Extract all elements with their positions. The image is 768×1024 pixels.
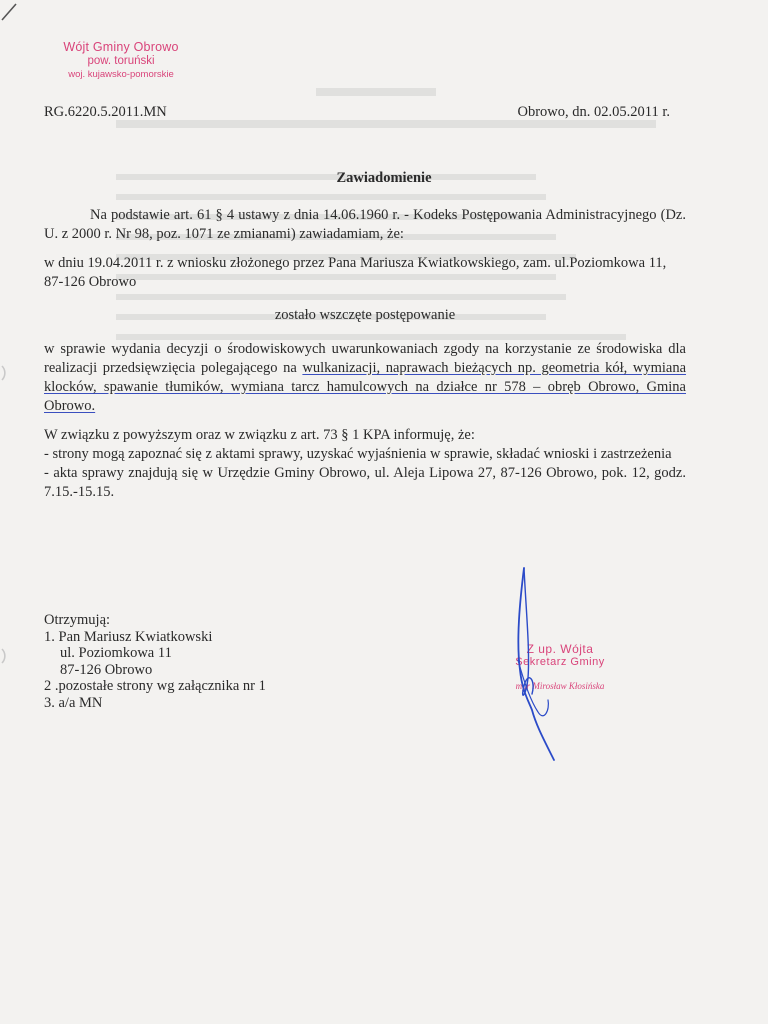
recipient-3: 3. a/a MN — [44, 694, 103, 711]
punch-hole — [0, 362, 22, 384]
handwritten-signature — [440, 560, 640, 770]
letter-date: Obrowo, dn. 02.05.2011 r. — [517, 104, 670, 120]
subject-underlined-text: wulkanizacji, naprawach bieżących np. geometria kół, wymiana klocków, spawanie tłumików, wymiana tarcz hamulcowych na działce nr 578 – obręb Obrowo, Gmina Obrowo. — [44, 360, 687, 414]
recipient-1-city: 87-126 Obrowo — [60, 661, 153, 678]
document-title: Zawiadomienie — [336, 170, 432, 186]
recipient-1-street: ul. Poziomkowa 11 — [60, 645, 172, 661]
signature-stamp-line-1: Z up. Wójta — [526, 642, 594, 656]
punch-hole — [0, 645, 22, 667]
paragraph-information — [44, 426, 686, 502]
reference-number: RG.6220.5.2011.MN — [44, 104, 167, 120]
information-item-2: - akta sprawy znajdują się w Urzędzie Gminy Obrowo, ul. Aleja Lipowa 27, 87-126 Obrowo, pok. 12, godz. 7.15.-15.15. — [44, 465, 686, 500]
paragraph-application: w dniu 19.04.2011 r. z wniosku złożonego przez Pana Mariusza Kwiatkowskiego, zam. ul.Poziomkowa 11, 87-126 Obrowo — [44, 255, 667, 290]
office-stamp-line-1: Wójt Gminy Obrowo — [63, 40, 179, 54]
paragraph-proceedings-initiated: zostało wszczęte postępowanie — [274, 307, 456, 323]
paragraph-legal-basis: Na podstawie art. 61 § 4 ustawy z dnia 14.06.1960 r. - Kodeks Postępowania Administracyjnego (Dz. U. z 2000 r. Nr 98, poz. 1071 ze zmianami) zawiadamiam, że: — [44, 207, 686, 242]
office-stamp-line-2: pow. toruński — [87, 55, 155, 67]
information-item-1: - strony mogą zapoznać się z aktami sprawy, uzyskać wyjaśnienia w sprawie, składać wnioski i zastrzeżenia — [44, 446, 672, 462]
corner-mark — [0, 0, 30, 30]
information-intro: W związku z powyższym oraz w związku z art. 73 § 1 KPA informuję, że: — [44, 427, 475, 443]
office-stamp-line-3: woj. kujawsko-pomorskie — [68, 69, 174, 80]
recipient-2: 2 .pozostałe strony wg załącznika nr 1 — [44, 678, 266, 694]
signature-stamp-line-2: Sekretarz Gminy — [515, 656, 605, 668]
recipient-1-name: 1. Pan Mariusz Kwiatkowski — [44, 628, 213, 645]
subject-text: w sprawie wydania decyzji o środowiskowych uwarunkowaniach zgody na korzystanie ze środowiska dla realizacji przedsięwzięcia polegającego na — [44, 341, 686, 376]
recipients-heading: Otrzymują: — [44, 612, 111, 628]
office-stamp — [46, 40, 196, 82]
signature-stamp-line-3: mgr Mirosław Kłosińska — [515, 681, 605, 691]
paragraph-subject — [44, 340, 686, 416]
recipients-list — [44, 612, 266, 711]
